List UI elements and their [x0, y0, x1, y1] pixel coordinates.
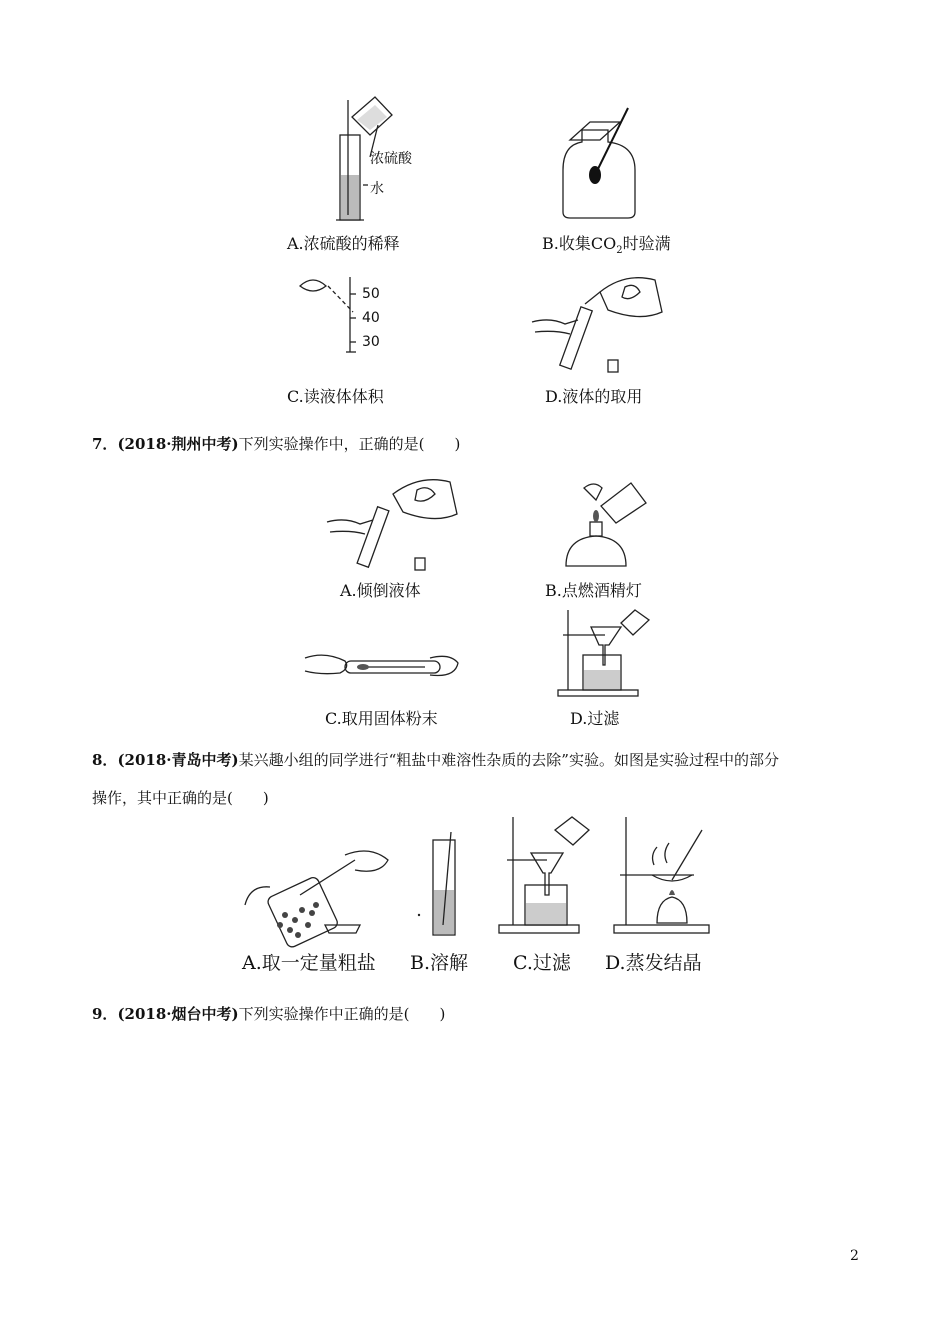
figure-evaporate	[612, 815, 717, 935]
q8-text-1: 某兴趣小组的同学进行“粗盐中难溶性杂质的去除”实验。如图是实验过程中的部分	[238, 751, 779, 769]
water-label: 水	[370, 181, 384, 197]
figure-solid-powder	[300, 643, 460, 693]
caption-b-text: B.收集CO	[542, 234, 617, 253]
figure-liquid-pour-q6	[530, 262, 670, 377]
figure-caption-q7-c: C.取用固体粉末	[325, 709, 438, 728]
figure-pour-liquid-q7	[325, 472, 465, 572]
tick-label-30: 30	[362, 334, 380, 350]
figure-caption-q7-d: D.过滤	[570, 709, 620, 728]
figure-caption-q6-a: A.浓硫酸的稀释	[287, 234, 400, 253]
figure-light-lamp	[556, 478, 656, 573]
figure-caption-q7-b: B.点燃酒精灯	[545, 581, 642, 600]
figure-caption-q6-d: D.液体的取用	[545, 387, 643, 406]
figure-caption-q7-a: A.倾倒液体	[340, 581, 421, 600]
tick-label-50: 50	[362, 286, 380, 302]
page-number: 2	[850, 1248, 859, 1264]
figure-filtration-q8	[497, 815, 592, 935]
caption-b-sub: 2	[616, 245, 623, 257]
q8-source: (2018·青岛中考)	[117, 751, 239, 769]
q9-number: 9．	[92, 1005, 118, 1023]
q7-text: 下列实验操作中，正确的是( )	[238, 435, 461, 453]
q9-text: 下列实验操作中正确的是( )	[238, 1005, 446, 1023]
question-9	[92, 1003, 445, 1024]
question-8-line-1	[92, 749, 779, 770]
figure-caption-q8-d: D.蒸发结晶	[605, 952, 702, 974]
q7-number: 7．	[92, 435, 118, 453]
figure-dissolve	[415, 830, 465, 940]
figure-caption-q8-c: C.过滤	[513, 952, 571, 974]
figure-read-volume	[298, 272, 398, 357]
q9-source: (2018·烟台中考)	[117, 1005, 239, 1023]
acid-label: 浓硫酸	[370, 151, 412, 167]
figure-caption-q8-a: A.取一定量粗盐	[242, 952, 376, 974]
question-8-line-2: 操作，其中正确的是( )	[92, 789, 269, 807]
figure-filtration-q7	[553, 605, 653, 700]
figure-caption-q6-c: C.读液体体积	[287, 387, 384, 406]
figure-co2-test	[560, 100, 650, 225]
figure-caption-q8-b: B.溶解	[410, 952, 469, 974]
figure-take-salt	[240, 835, 390, 945]
figure-caption-q6-b	[542, 231, 671, 256]
q7-source: (2018·荆州中考)	[117, 435, 239, 453]
q8-number: 8．	[92, 751, 118, 769]
question-7	[92, 433, 460, 454]
tick-label-40: 40	[362, 310, 380, 326]
caption-b-tail: 时验满	[622, 234, 671, 253]
